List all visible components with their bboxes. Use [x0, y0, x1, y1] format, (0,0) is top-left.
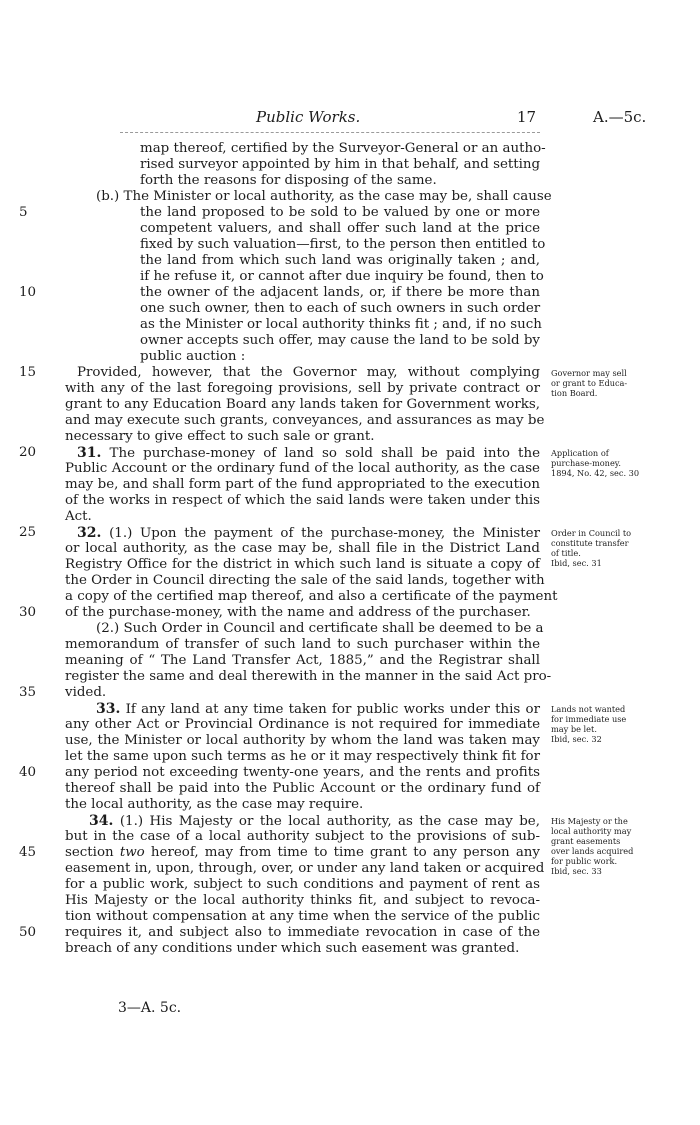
marginal-note-line: over lands acquired	[551, 846, 634, 856]
marginal-note	[551, 816, 696, 876]
page-header	[0, 108, 700, 130]
marginal-note-line: Order in Council to	[551, 528, 632, 538]
line-number: 30	[19, 605, 37, 620]
line-number: 50	[19, 925, 37, 940]
text-line: as the Minister or local authority thinks fit ; and, if no such	[140, 317, 542, 332]
marginal-note-line: for public work.	[551, 856, 618, 866]
text-line: forth the reasons for disposing of the same.	[140, 173, 437, 188]
text-line: owner accepts such offer, may cause the land to be sold by	[140, 333, 540, 348]
text-line: the land from which such land was originally taken ; and,	[140, 253, 540, 268]
marginal-note-line: of title.	[551, 548, 581, 558]
marginal-note-line: 1894, No. 42, sec. 30	[551, 468, 640, 478]
text-line: 33. If any land at any time taken for public works under this or	[96, 701, 540, 717]
marginal-note	[551, 528, 696, 568]
text-line: easement in, upon, through, over, or under any land taken or acquired	[65, 861, 545, 876]
line-number: 5	[19, 205, 28, 220]
line-number: 15	[19, 365, 37, 380]
marginal-note-line: local authority may	[551, 826, 632, 836]
text-line: competent valuers, and shall offer such land at the price	[140, 221, 540, 236]
marginal-note-line: Governor may sell	[551, 368, 627, 378]
text-line: the Order in Council directing the sale of the said lands, together with	[65, 573, 545, 588]
marginal-note-line: His Majesty or the	[551, 816, 628, 826]
text-line: necessary to give effect to such sale or grant.	[65, 429, 375, 444]
marginal-note-line: may be let.	[551, 724, 597, 734]
marginal-note-line: tion Board.	[551, 388, 598, 398]
text-line: (b.) The Minister or local authority, as the case may be, shall cause	[96, 189, 552, 204]
line-number: 20	[19, 445, 37, 460]
line-number: 10	[19, 285, 37, 300]
line-number: 35	[19, 685, 37, 700]
text-line: section two hereof, may from time to time grant to any person any	[65, 845, 540, 860]
document-reference: A.—5c.	[593, 108, 647, 126]
running-title: Public Works.	[256, 108, 361, 126]
text-line: any period not exceeding twenty-one years, and the rents and profits	[65, 765, 540, 780]
marginal-note-line: Ibid, sec. 33	[551, 866, 602, 876]
text-line: breach of any conditions under which such easement was granted.	[65, 941, 520, 956]
line-number: 45	[19, 845, 37, 860]
text-line: Public Account or the ordinary fund of the local authority, as the case	[65, 461, 540, 476]
text-line: meaning of “ The Land Transfer Act, 1885,” and the Registrar shall	[65, 653, 540, 668]
line-number: 40	[19, 765, 37, 780]
text-line: requires it, and subject also to immediate revocation in case of the	[65, 925, 540, 940]
text-line: 34. (1.) His Majesty or the local authority, as the case may be,	[89, 813, 540, 829]
marginal-note-line: or grant to Educa-	[551, 378, 628, 388]
text-line: rised surveyor appointed by him in that behalf, and setting	[140, 157, 541, 172]
text-line: for a public work, subject to such conditions and payment of rent as	[65, 877, 540, 892]
text-line: Act.	[65, 509, 92, 524]
text-line: (2.) Such Order in Council and certificate shall be deemed to be a	[96, 621, 544, 636]
marginal-note	[551, 368, 696, 398]
text-line: with any of the last foregoing provisions, sell by private contract or	[65, 381, 540, 396]
text-line: 31. The purchase-money of land so sold shall be paid into the	[77, 445, 540, 461]
marginal-note-line: for immediate use	[551, 714, 627, 724]
text-line: and may execute such grants, conveyances, and assurances as may be	[65, 413, 545, 428]
marginal-note-line: constitute transfer	[551, 538, 629, 548]
marginal-note-line: Lands not wanted	[551, 704, 626, 714]
text-line: thereof shall be paid into the Public Account or the ordinary fund of	[65, 781, 540, 796]
text-line: the land proposed to be sold to be valued by one or more	[140, 205, 540, 220]
text-line: memorandum of transfer of such land to such purchaser within the	[65, 637, 540, 652]
text-line: use, the Minister or local authority by whom the land was taken may	[65, 733, 540, 748]
text-line: map thereof, certified by the Surveyor-General or an autho-	[140, 141, 546, 156]
text-line: a copy of the certified map thereof, and also a certificate of the payment	[65, 589, 558, 604]
section-number: 31.	[77, 445, 102, 461]
text-line: the owner of the adjacent lands, or, if there be more than	[140, 285, 540, 300]
page-number: 17	[517, 108, 537, 126]
marginal-note-line: purchase-money.	[551, 458, 621, 468]
section-number: 32.	[77, 525, 102, 541]
marginal-note-line: grant easements	[551, 836, 621, 846]
text-line: vided.	[65, 685, 107, 700]
text-line: tion without compensation at any time when the service of the public	[65, 909, 540, 924]
marginal-note-line: Ibid, sec. 32	[551, 734, 602, 744]
text-line: one such owner, then to each of such owners in such order	[140, 301, 541, 316]
text-line: if he refuse it, or cannot after due inquiry be found, then to	[140, 269, 544, 284]
text-line: Registry Office for the district in which such land is situate a copy of	[65, 557, 540, 572]
text-line: the local authority, as the case may require.	[65, 797, 364, 812]
signature-mark: 3—A. 5c.	[118, 1000, 182, 1016]
marginal-note-line: Ibid, sec. 31	[551, 558, 602, 568]
marginal-note	[551, 448, 696, 478]
text-line: let the same upon such terms as he or it may respectively think fit for	[65, 749, 540, 764]
text-line: His Majesty or the local authority thinks fit, and subject to revoca-	[65, 893, 540, 908]
marginal-note	[551, 704, 696, 744]
text-line: or local authority, as the case may be, shall file in the District Land	[65, 541, 540, 556]
text-line: Provided, however, that the Governor may, without complying	[77, 365, 540, 380]
section-number: 34.	[89, 813, 114, 829]
text-line: register the same and deal therewith in the manner in the said Act pro-	[65, 669, 552, 684]
marginal-note-line: Application of	[551, 448, 609, 458]
section-number: 33.	[96, 701, 121, 717]
text-line: any other Act or Provincial Ordinance is not required for immediate	[65, 717, 540, 732]
text-line: 32. (1.) Upon the payment of the purchase-money, the Minister	[77, 525, 540, 541]
text-line: may be, and shall form part of the fund appropriated to the execution	[65, 477, 540, 492]
text-line: but in the case of a local authority subject to the provisions of sub-	[65, 829, 540, 844]
text-line: fixed by such valuation—first, to the person then entitled to	[140, 237, 546, 252]
line-number: 25	[19, 525, 37, 540]
text-line: public auction :	[140, 349, 246, 364]
text-line: grant to any Education Board any lands taken for Government works,	[65, 397, 540, 412]
text-line: of the works in respect of which the said lands were taken under this	[65, 493, 540, 508]
header-rule	[120, 132, 540, 133]
text-line: of the purchase-money, with the name and address of the purchaser.	[65, 605, 531, 620]
